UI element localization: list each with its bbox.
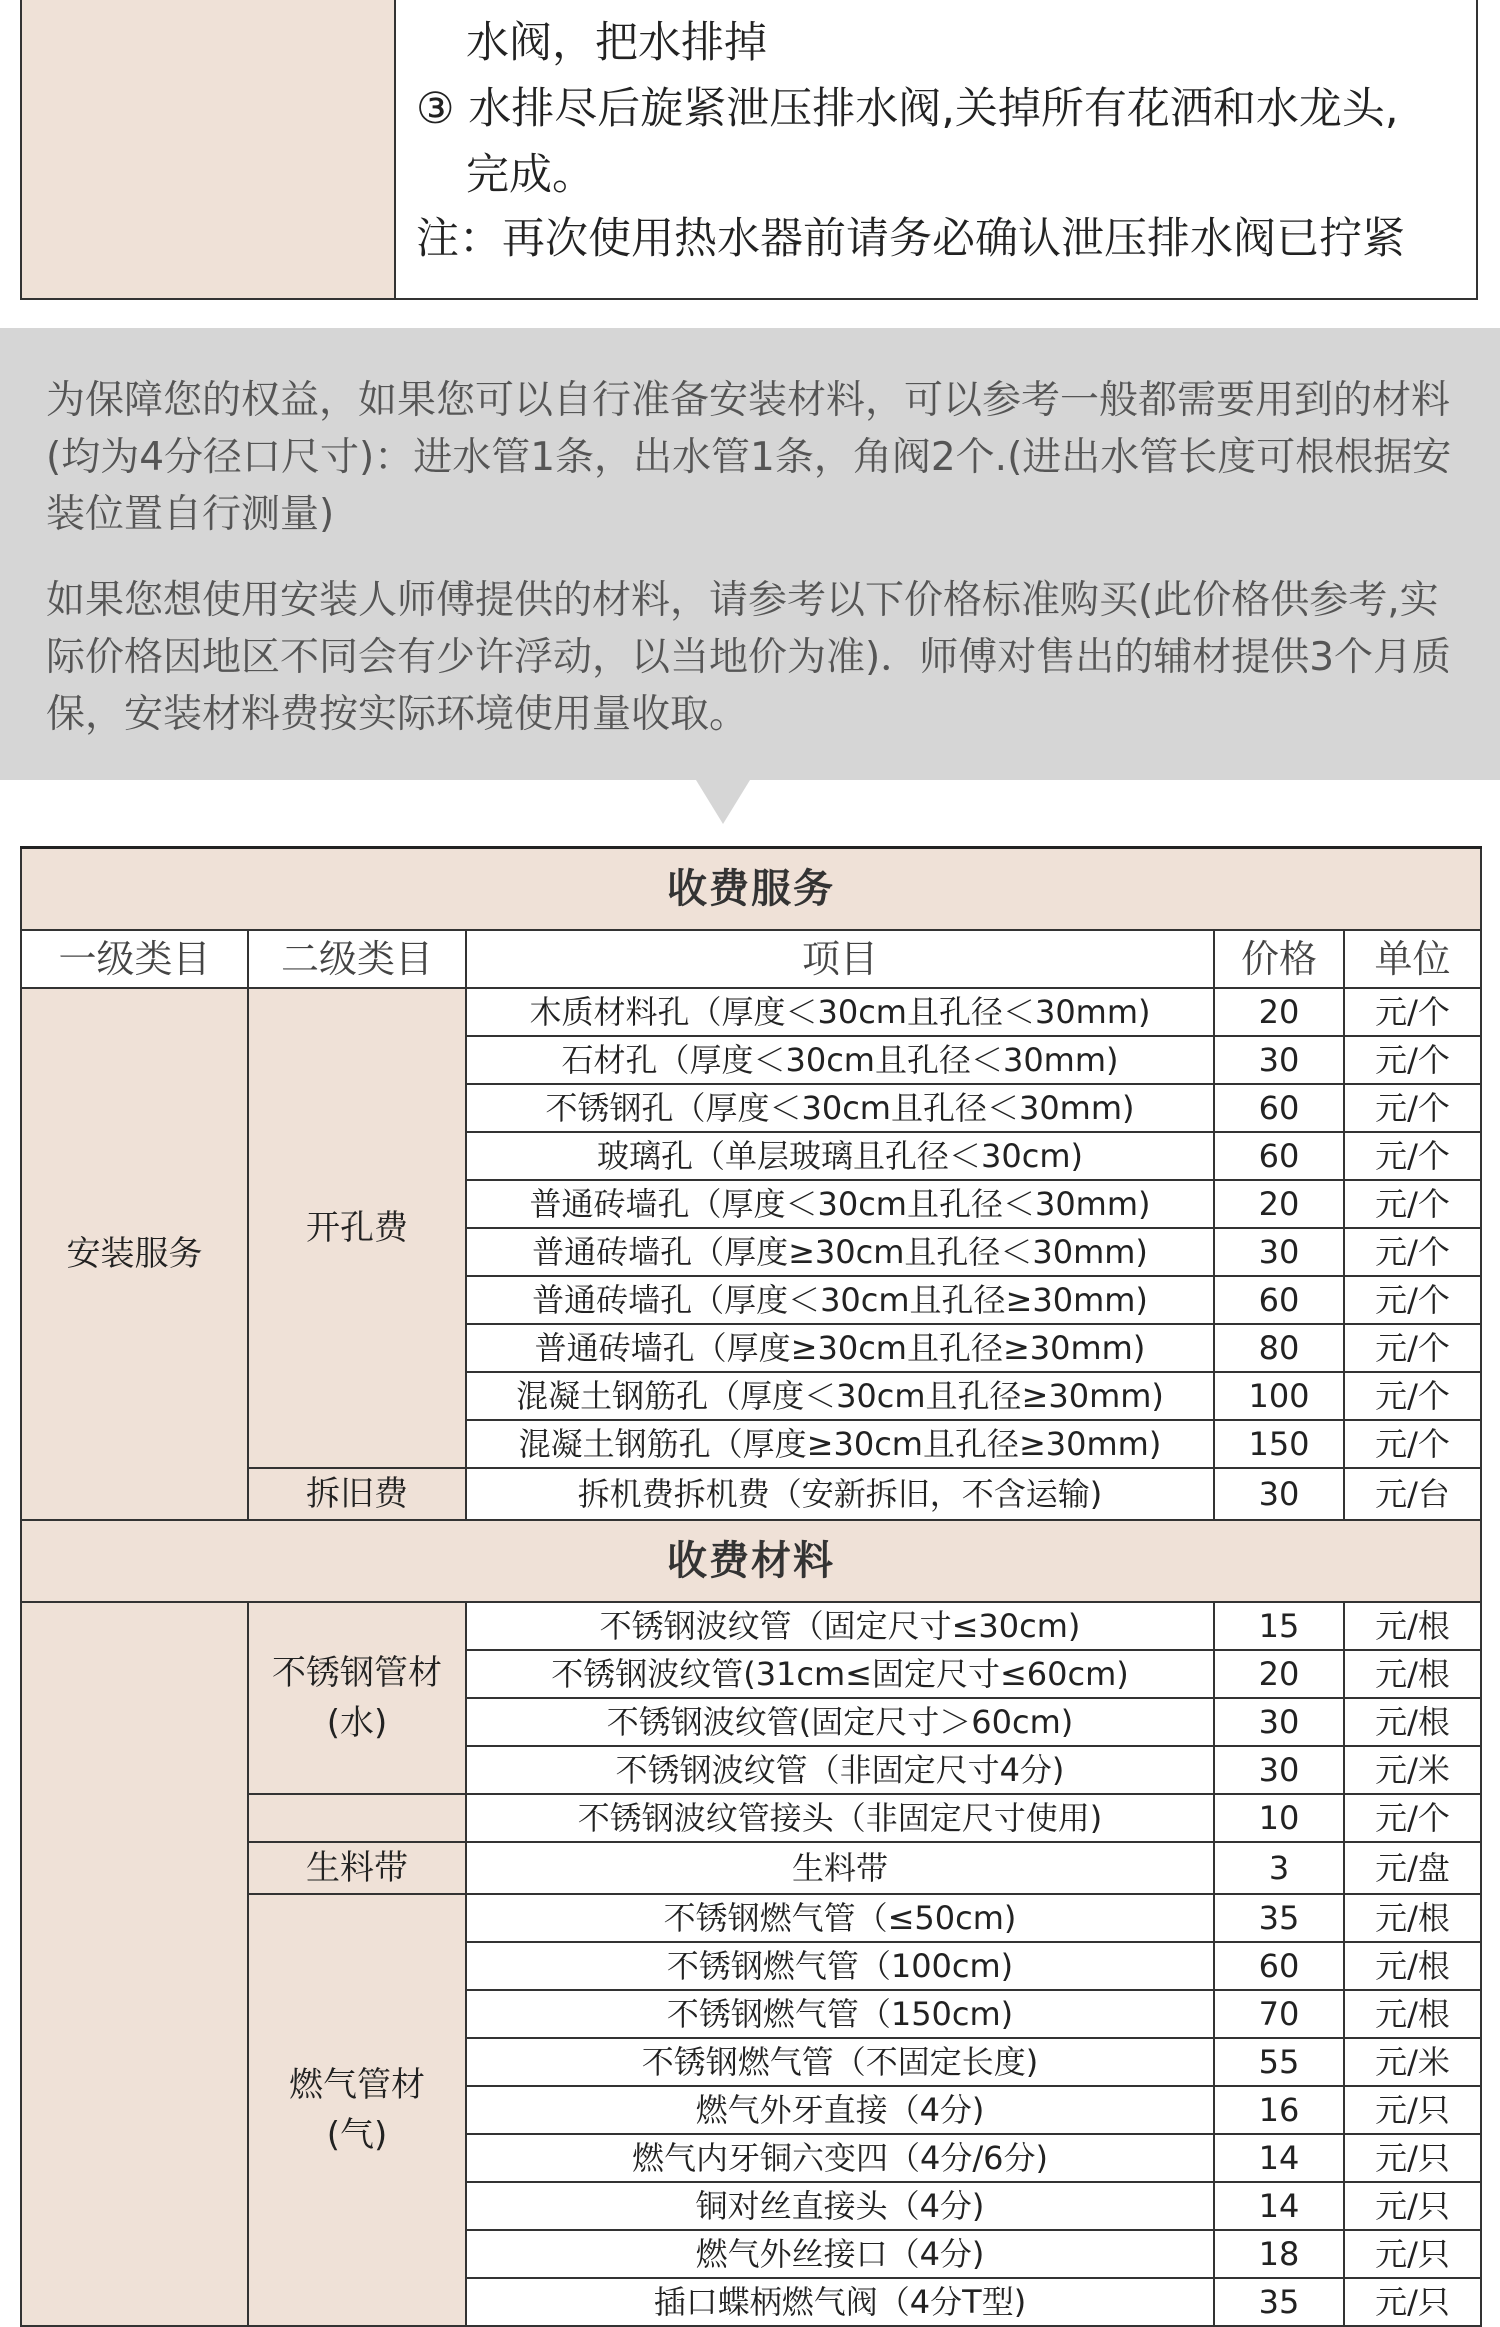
- price-cell: 3: [1214, 1842, 1344, 1894]
- price-cell: 30: [1214, 1468, 1344, 1520]
- unit-cell: 元/只: [1344, 2230, 1481, 2278]
- unit-cell: 元/米: [1344, 1746, 1481, 1794]
- table-row: [21, 1602, 1481, 1650]
- price-table: [20, 846, 1482, 2327]
- price-cell: 55: [1214, 2038, 1344, 2086]
- item-cell: 木质材料孔（厚度＜30cm且孔径＜30mm): [466, 988, 1214, 1036]
- price-cell: 14: [1214, 2134, 1344, 2182]
- unit-cell: 元/个: [1344, 1228, 1481, 1276]
- price-cell: 30: [1214, 1228, 1344, 1276]
- price-cell: 20: [1214, 1180, 1344, 1228]
- item-cell: 插口蝶柄燃气阀（4分T型): [466, 2278, 1214, 2326]
- unit-cell: 元/根: [1344, 1990, 1481, 2038]
- item-cell: 混凝土钢筋孔（厚度＜30cm且孔径≥30mm): [466, 1372, 1214, 1420]
- column-header: 价格: [1214, 930, 1344, 988]
- price-cell: 10: [1214, 1794, 1344, 1842]
- instruction-label-cell: [22, 0, 396, 298]
- price-cell: 35: [1214, 2278, 1344, 2326]
- unit-cell: 元/盘: [1344, 1842, 1481, 1894]
- item-cell: 不锈钢燃气管（100cm): [466, 1942, 1214, 1990]
- price-cell: 60: [1214, 1132, 1344, 1180]
- instruction-box: [20, 0, 1478, 300]
- notice-paragraph-installer-material: 如果您想使用安装人师傅提供的材料，请参考以下价格标准购买(此价格供参考,实际价格因地区不同会有少许浮动，以当地价为准)．师傅对售出的辅材提供3个月质保，安装材料费按实际环境使用量收取。: [46, 578, 1452, 737]
- section-header-material: [21, 1520, 1481, 1602]
- column-header: 单位: [1344, 930, 1481, 988]
- price-cell: 18: [1214, 2230, 1344, 2278]
- instruction-note: 注：再次使用热水器前请务必确认泄压排水阀已拧紧: [416, 214, 1405, 264]
- unit-cell: 元/根: [1344, 1894, 1481, 1942]
- price-cell: 30: [1214, 1698, 1344, 1746]
- instruction-text-cell: [396, 0, 1476, 298]
- price-cell: 60: [1214, 1942, 1344, 1990]
- unit-cell: 元/只: [1344, 2182, 1481, 2230]
- unit-cell: 元/只: [1344, 2278, 1481, 2326]
- price-cell: 35: [1214, 1894, 1344, 1942]
- item-cell: 不锈钢燃气管（≤50cm): [466, 1894, 1214, 1942]
- item-cell: 不锈钢波纹管(31cm≤固定尺寸≤60cm): [466, 1650, 1214, 1698]
- item-cell: 普通砖墙孔（厚度＜30cm且孔径≥30mm): [466, 1276, 1214, 1324]
- price-cell: 80: [1214, 1324, 1344, 1372]
- section-title: 收费材料: [21, 1520, 1481, 1602]
- item-cell: 不锈钢波纹管（非固定尺寸4分): [466, 1746, 1214, 1794]
- unit-cell: 元/个: [1344, 1036, 1481, 1084]
- section-title: 收费服务: [21, 848, 1481, 931]
- price-cell: 14: [1214, 2182, 1344, 2230]
- unit-cell: 元/个: [1344, 1276, 1481, 1324]
- item-cell: 普通砖墙孔（厚度≥30cm且孔径＜30mm): [466, 1228, 1214, 1276]
- unit-cell: 元/个: [1344, 988, 1481, 1036]
- notice-pointer: [696, 780, 750, 824]
- section-header-service: [21, 848, 1481, 931]
- item-cell: 玻璃孔（单层玻璃且孔径＜30cm): [466, 1132, 1214, 1180]
- unit-cell: 元/根: [1344, 1602, 1481, 1650]
- unit-cell: 元/个: [1344, 1084, 1481, 1132]
- category-level2: 生料带: [248, 1842, 466, 1894]
- unit-cell: 元/只: [1344, 2086, 1481, 2134]
- column-header: 二级类目: [248, 930, 466, 988]
- item-cell: 燃气外丝接口（4分): [466, 2230, 1214, 2278]
- item-cell: 不锈钢波纹管(固定尺寸＞60cm): [466, 1698, 1214, 1746]
- unit-cell: 元/根: [1344, 1698, 1481, 1746]
- item-cell: 燃气内牙铜六变四（4分/6分): [466, 2134, 1214, 2182]
- price-cell: 20: [1214, 988, 1344, 1036]
- item-cell: 不锈钢波纹管（固定尺寸≤30cm): [466, 1602, 1214, 1650]
- price-cell: 60: [1214, 1084, 1344, 1132]
- unit-cell: 元/台: [1344, 1468, 1481, 1520]
- column-header: 一级类目: [21, 930, 248, 988]
- unit-cell: 元/米: [1344, 2038, 1481, 2086]
- unit-cell: 元/根: [1344, 1942, 1481, 1990]
- price-cell: 150: [1214, 1420, 1344, 1468]
- price-cell: 60: [1214, 1276, 1344, 1324]
- unit-cell: 元/个: [1344, 1794, 1481, 1842]
- category-level2: 燃气管材(气): [248, 1894, 466, 2326]
- unit-cell: 元/个: [1344, 1180, 1481, 1228]
- item-cell: 石材孔（厚度＜30cm且孔径＜30mm): [466, 1036, 1214, 1084]
- unit-cell: 元/只: [1344, 2134, 1481, 2182]
- item-cell: 生料带: [466, 1842, 1214, 1894]
- item-cell: 普通砖墙孔（厚度＜30cm且孔径＜30mm): [466, 1180, 1214, 1228]
- category-level2: 不锈钢管材(水): [248, 1602, 466, 1794]
- price-cell: 20: [1214, 1650, 1344, 1698]
- unit-cell: 元/根: [1344, 1650, 1481, 1698]
- item-cell: 拆机费拆机费（安新拆旧，不含运输): [466, 1468, 1214, 1520]
- price-cell: 70: [1214, 1990, 1344, 2038]
- item-cell: 不锈钢燃气管（150cm): [466, 1990, 1214, 2038]
- unit-cell: 元/个: [1344, 1324, 1481, 1372]
- notice-paragraph-self-prepare: 为保障您的权益，如果您可以自行准备安装材料，可以参考一般都需要用到的材料(均为4分径口尺寸)：进水管1条，出水管1条，角阀2个.(进出水管长度可根根据安装位置自行测量): [46, 378, 1452, 537]
- item-cell: 不锈钢波纹管接头（非固定尺寸使用): [466, 1794, 1214, 1842]
- price-cell: 30: [1214, 1746, 1344, 1794]
- category-level1-empty: [21, 1602, 248, 2326]
- instruction-line: 完成。: [466, 150, 595, 200]
- price-cell: 30: [1214, 1036, 1344, 1084]
- unit-cell: 元/个: [1344, 1372, 1481, 1420]
- item-cell: 混凝土钢筋孔（厚度≥30cm且孔径≥30mm): [466, 1420, 1214, 1468]
- category-level2: 开孔费: [248, 988, 466, 1468]
- item-cell: 不锈钢燃气管（不固定长度): [466, 2038, 1214, 2086]
- category-level2: 拆旧费: [248, 1468, 466, 1520]
- item-cell: 普通砖墙孔（厚度≥30cm且孔径≥30mm): [466, 1324, 1214, 1372]
- unit-cell: 元/个: [1344, 1420, 1481, 1468]
- item-cell: 燃气外牙直接（4分): [466, 2086, 1214, 2134]
- unit-cell: 元/个: [1344, 1132, 1481, 1180]
- price-cell: 16: [1214, 2086, 1344, 2134]
- category-level2-empty: [248, 1794, 466, 1842]
- table-row: [21, 988, 1481, 1036]
- material-notice: [0, 328, 1500, 780]
- instruction-line: ③ 水排尽后旋紧泄压排水阀,关掉所有花洒和水龙头,: [416, 84, 1399, 134]
- item-cell: 不锈钢孔（厚度＜30cm且孔径＜30mm): [466, 1084, 1214, 1132]
- price-cell: 15: [1214, 1602, 1344, 1650]
- table-header-row: [21, 930, 1481, 988]
- column-header: 项目: [466, 930, 1214, 988]
- price-cell: 100: [1214, 1372, 1344, 1420]
- item-cell: 铜对丝直接头（4分): [466, 2182, 1214, 2230]
- instruction-line: 水阀，把水排掉: [466, 18, 767, 68]
- category-level1: 安装服务: [21, 988, 248, 1520]
